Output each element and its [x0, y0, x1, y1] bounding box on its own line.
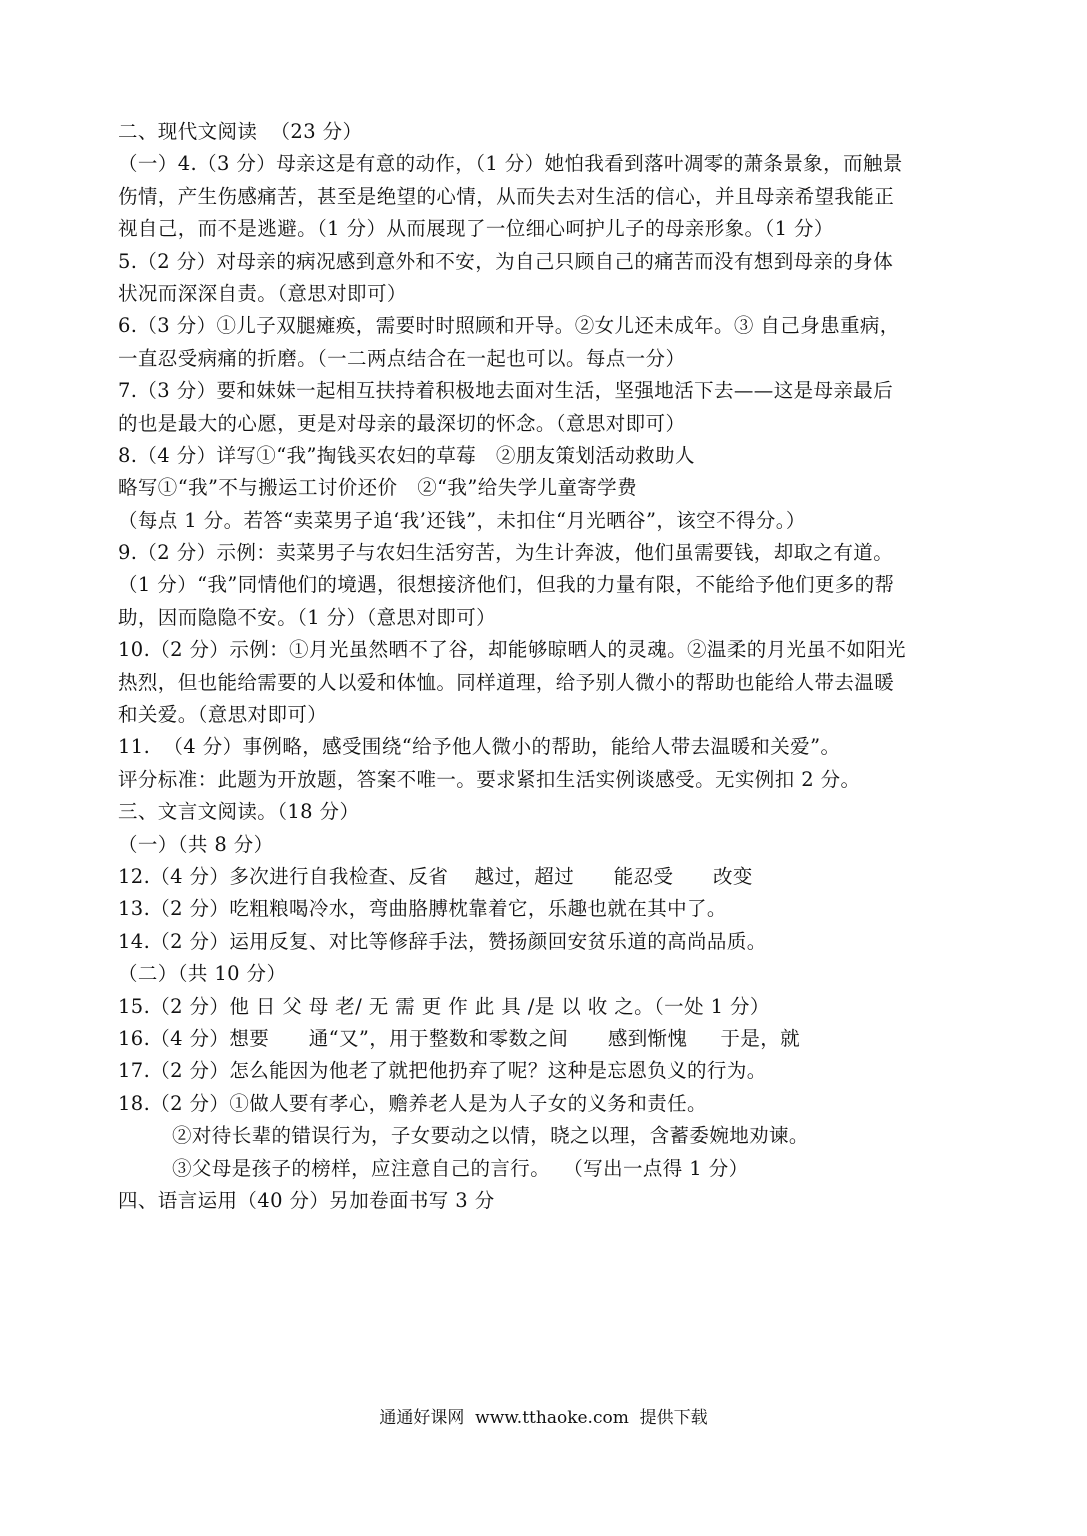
section-heading-modern-reading: 二、现代文阅读 （23 分）	[118, 120, 363, 143]
answer-line: 和关爱。（意思对即可）	[118, 703, 328, 727]
answer-line: （一）4.（3 分）母亲这是有意的动作，（1 分）她怕我看到落叶凋零的萧条景象，而触景	[118, 152, 903, 176]
section-heading-language-use: 四、语言运用（40 分）另加卷面书写 3 分	[118, 1188, 495, 1212]
answer-line: ③父母是孩子的榜样，应注意自己的言行。 （写出一点得 1 分）	[172, 1156, 749, 1180]
answer-line: 13.（2 分）吃粗粮喝冷水，弯曲胳膊枕靠着它，乐趣也就在其中了。	[118, 897, 727, 921]
scoring-note: （每点 1 分。若答“卖菜男子追‘我’还钱”，未扣住“月光晒谷”，该空不得分。）	[118, 508, 806, 532]
answer-line: （1 分）“我”同情他们的境遇，很想接济他们，但我的力量有限，不能给予他们更多的帮	[118, 573, 895, 597]
answer-line: 14.（2 分）运用反复、对比等修辞手法，赞扬颜回安贫乐道的高尚品质。	[118, 929, 767, 953]
subsection-heading: （一）（共 8 分）	[118, 832, 274, 856]
answer-line: ②对待长辈的错误行为，子女要动之以情，晓之以理，含蓄委婉地劝谏。	[172, 1124, 809, 1148]
answer-line: 热烈，但也能给需要的人以爱和体恤。同样道理，给予别人微小的帮助也能给人带去温暖	[118, 670, 895, 694]
answer-line: 略写①“我”不与搬运工讨价还价 ②“我”给失学儿童寄学费	[118, 476, 637, 500]
answer-line: 18.（2 分）①做人要有孝心，赡养老人是为人子女的义务和责任。	[118, 1091, 707, 1115]
answer-line: 视自己，而不是逃避。（1 分）从而展现了一位细心呵护儿子的母亲形象。（1 分）	[118, 217, 834, 241]
answer-line: 16.（4 分）想要 通“又”，用于整数和零数之间 感到惭愧 于是，就	[118, 1026, 801, 1050]
answer-line: 12.（4 分）多次进行自我检查、反省 越过，超过 能忍受 改变	[118, 864, 753, 888]
answer-line: 状况而深深自责。（意思对即可）	[118, 281, 407, 305]
section-heading-classical-reading: 三、文言文阅读。（18 分）	[118, 800, 360, 824]
answer-line: 7.（3 分）要和妹妹一起相互扶持着积极地去面对生活，坚强地活下去——这是母亲最后	[118, 379, 894, 403]
answer-line: 助，因而隐隐不安。（1 分）（意思对即可）	[118, 605, 497, 629]
answer-line: 6.（3 分）①儿子双腿瘫痪，需要时时照顾和开导。②女儿还未成年。③ 自己身患重病，	[118, 314, 900, 338]
answer-line: 10.（2 分）示例：①月光虽然晒不了谷，却能够晾晒人的灵魂。②温柔的月光虽不如阳光	[118, 638, 906, 662]
answer-line: 8.（4 分）详写①“我”掏钱买农妇的草莓 ②朋友策划活动救助人	[118, 443, 695, 467]
answer-line: 17.（2 分）怎么能因为他老了就把他扔弃了呢？这种是忘恩负义的行为。	[118, 1059, 767, 1083]
answer-line: 5.（2 分）对母亲的病况感到意外和不安，为自己只顾自己的痛苦而没有想到母亲的身体	[118, 249, 894, 273]
answer-key-body	[118, 116, 973, 1217]
subsection-heading: （二）（共 10 分）	[118, 962, 287, 986]
answer-line: 11. （4 分）事例略，感受围绕“给予他人微小的帮助，能给人带去温暖和关爱”。	[118, 735, 841, 759]
answer-line: 的也是最大的心愿，更是对母亲的最深切的怀念。（意思对即可）	[118, 411, 686, 435]
answer-line: 伤情，产生伤感痛苦，甚至是绝望的心情，从而失去对生活的信心，并且母亲希望我能正	[118, 184, 895, 208]
answer-line: 9.（2 分）示例：卖菜男子与农妇生活穷苦，为生计奔波，他们虽需要钱，却取之有道。	[118, 541, 894, 565]
page-footer: 通通好课网 www.tthaoke.com 提供下载	[379, 1408, 708, 1428]
answer-line: 15.（2 分）他 日 父 母 老/ 无 需 更 作 此 具 /是 以 收 之。（一处 1 分）	[118, 994, 770, 1018]
scoring-note: 评分标准：此题为开放题，答案不唯一。要求紧扣生活实例谈感受。无实例扣 2 分。	[118, 767, 861, 791]
answer-line: 一直忍受病痛的折磨。（一二两点结合在一起也可以。每点一分）	[118, 346, 686, 370]
